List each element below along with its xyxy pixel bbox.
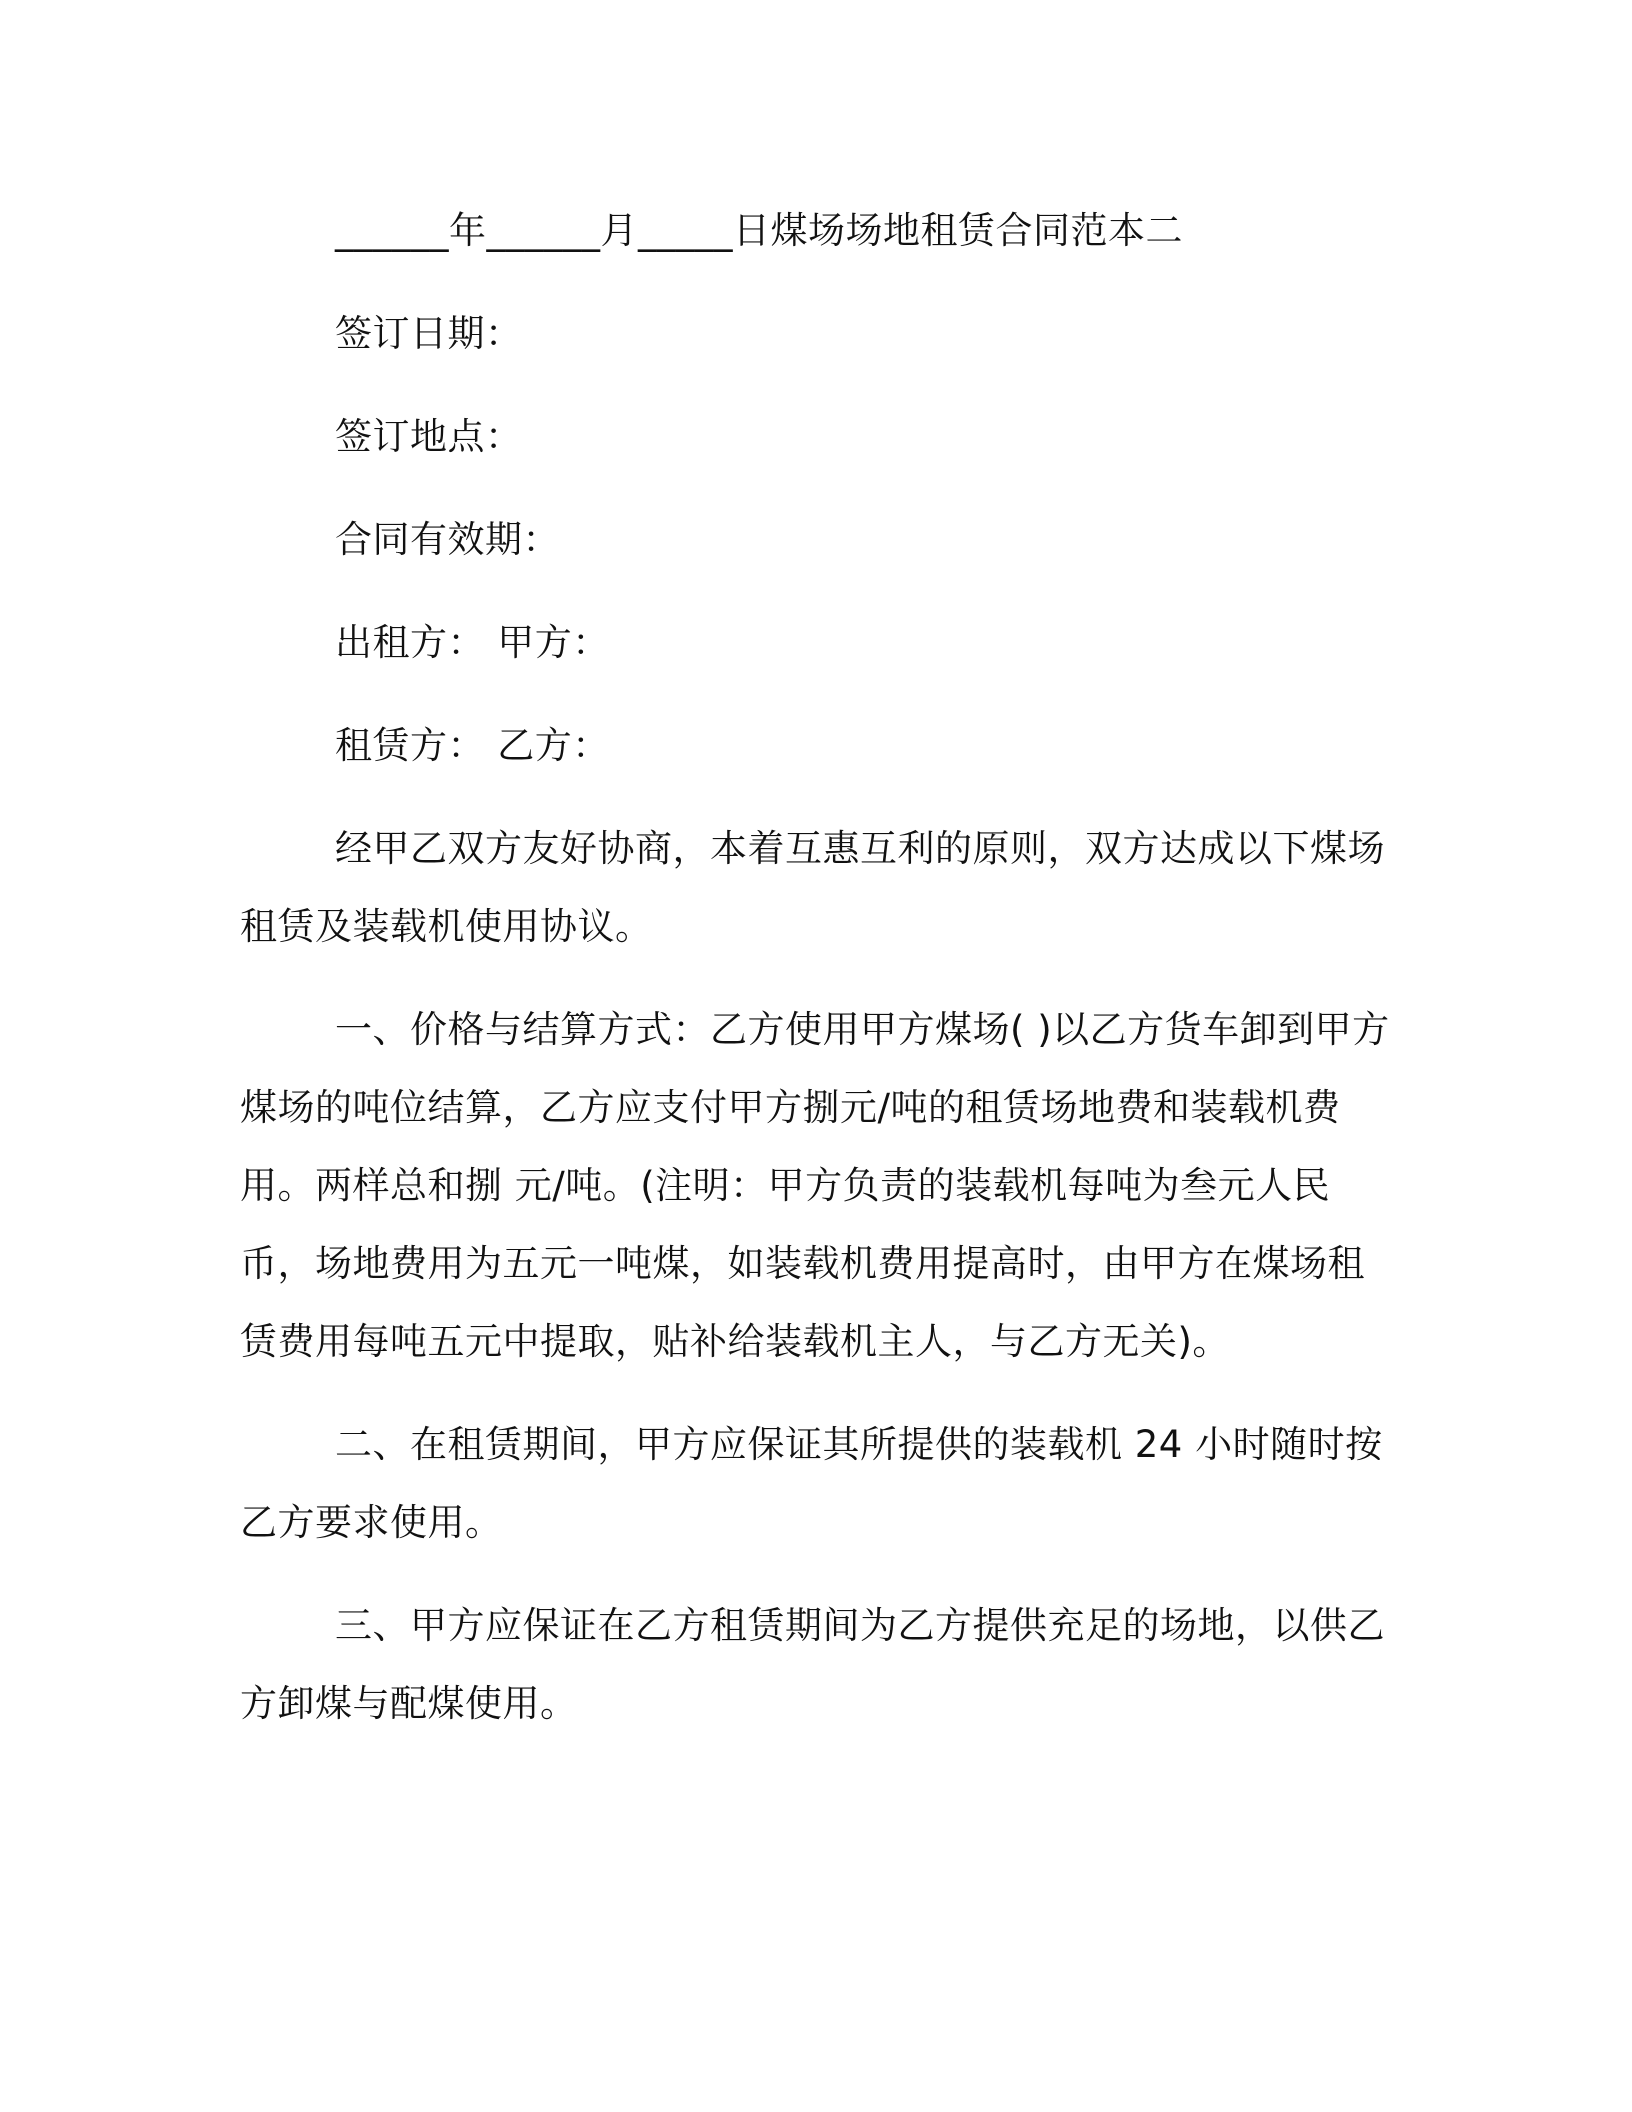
clause-1-paragraph: 一、价格与结算方式：乙方使用甲方煤场( )以乙方货车卸到甲方煤场的吨位结算，乙方应支付甲方捌元/吨的租赁场地费和装载机费用。两样总和捌 元/吨。(注明：甲方负责的装载机每吨为叁元人民币，场地费用为五元一吨煤，如装载机费用提高时，由甲方在煤场租赁费用每吨五元中提取，贴补给装载机主人，与乙方无关)。 <box>240 1008 1390 1363</box>
clause-3-paragraph: 三、甲方应保证在乙方租赁期间为乙方提供充足的场地，以供乙方卸煤与配煤使用。 <box>240 1604 1385 1725</box>
lessor-label: 出租方： 甲方： <box>335 621 610 664</box>
lessee-label: 租赁方： 乙方： <box>335 724 610 767</box>
signing-location-label: 签订地点： <box>335 415 523 458</box>
document-body <box>240 192 1390 1743</box>
contract-validity-label: 合同有效期： <box>335 518 560 561</box>
clause-2-paragraph: 二、在租赁期间，甲方应保证其所提供的装载机 24 小时随时按乙方要求使用。 <box>240 1423 1383 1544</box>
signing-date-label: 签订日期： <box>335 312 523 355</box>
document-title: ______年______月_____日煤场场地租赁合同范本二 <box>335 209 1183 252</box>
intro-paragraph: 经甲乙双方友好协商，本着互惠互利的原则，双方达成以下煤场租赁及装载机使用协议。 <box>240 827 1385 948</box>
